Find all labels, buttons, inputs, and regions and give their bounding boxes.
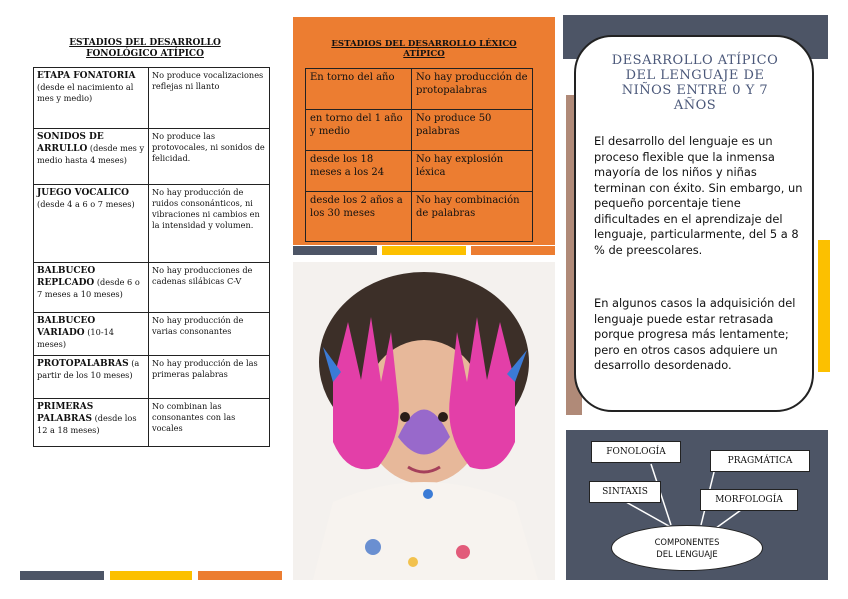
stage-cell [34,129,149,185]
stage-name: BALBUCEO REPLCADO [37,266,96,288]
phonological-row [34,263,270,313]
stage-age: (desde los 12 a 18 meses) [37,413,137,435]
phonological-row [34,68,270,129]
stage-cell [34,399,149,447]
stage-name: PRIMERAS PALABRAS [37,402,94,424]
stage-age: (desde 6 o 7 meses a 10 meses) [37,277,140,299]
card-title: DESARROLLO ATÍPICO DEL LENGUAJE DE NIÑOS ENTRE 0 Y 7 AÑOS [611,53,779,113]
stage-age: (a partir de los 10 meses) [37,358,140,380]
lexical-description: No hay producción de protopalabras [412,69,533,110]
lexical-row [306,151,533,192]
child-painted-hands-photo [293,262,555,580]
phonological-title: ESTADIOS DEL DESARROLLO FONOLÓGICO ATÍPICO [69,38,221,59]
lexical-title: ESTADIOS DEL DESARROLLO LÉXICO ATÍPICO [331,39,517,59]
phonological-table [33,67,270,447]
phonological-row [34,356,270,399]
stage-description: No combinan las consonantes con las vocales [149,399,270,447]
stage-age: (desde el nacimiento al mes y medio) [37,82,134,103]
phonological-row [34,313,270,356]
stage-cell [34,185,149,263]
lexical-description: No produce 50 palabras [412,110,533,151]
bottom-bar-navy [20,571,104,580]
lexical-description: No hay combinación de palabras [412,192,533,242]
stage-description: No hay producción de varias consonantes [149,313,270,356]
card-paragraph-1: El desarrollo del lenguaje es un proceso flexible que la inmensa mayoría de los niños y niñas terminan con éxito. Sin embargo, un pequeño porcentaje tiene dificultades en el aprendizaje del lenguaje, particularmente, del 5 a 8 % de preescolares. [594,134,803,257]
stage-age: (10-14 meses) [37,327,115,349]
stage-description: No hay producción de ruidos consonánticos, ni vibraciones ni cambios en la intensidad y volumen. [149,185,270,263]
node-pragmatica: PRAGMÁTICA [710,450,810,472]
lexical-row [306,192,533,242]
stage-cell [34,263,149,313]
stage-cell [34,313,149,356]
lexical-age: desde los 18 meses a los 24 [306,151,412,192]
card-paragraph-2: En algunos casos la adquisición del lenguaje puede estar retrasada porque progresa más lentamente; pero en otros casos adquiere un desarrollo desordenado. [594,296,796,372]
stage-description: No hay producción de las primeras palabras [149,356,270,399]
node-fonologia: FONOLOGÍA [591,441,681,463]
phonological-row [34,399,270,447]
stage-name: PROTOPALABRAS [37,359,129,369]
center-node-componentes: COMPONENTES DEL LENGUAJE [611,525,763,571]
phonological-row [34,129,270,185]
decor-yellow-block [818,240,830,372]
stage-name: SONIDOS DE ARRULLO [37,132,104,154]
lexical-table [305,68,533,242]
stage-age: (desde 4 a 6 o 7 meses) [37,199,135,209]
stage-name: ETAPA FONATORIA [37,71,136,81]
node-sintaxis: SINTAXIS [589,481,661,503]
lexical-age: En torno del año [306,69,412,110]
node-morfologia: MORFOLOGÍA [700,489,798,511]
mid-bar-orange [471,246,555,255]
stage-description: No produce las protovocales, ni sonidos de felicidad. [149,129,270,185]
bottom-bar-yellow [110,571,192,580]
stage-cell [34,68,149,129]
lexical-row [306,69,533,110]
phonological-row [34,185,270,263]
lexical-row [306,110,533,151]
lexical-description: No hay explosión léxica [412,151,533,192]
stage-description: No produce vocalizaciones reflejas ni llanto [149,68,270,129]
lexical-age: en torno del 1 año y medio [306,110,412,151]
arrow-morfologia [716,510,741,528]
stage-cell [34,356,149,399]
stage-description: No hay producciones de cadenas silábicas C-V [149,263,270,313]
mid-bar-yellow [382,246,466,255]
stage-age: (desde mes y medio hasta 4 meses) [37,143,145,165]
stage-name: JUEGO VOCALICO [37,188,129,198]
mid-bar-navy [293,246,377,255]
bottom-bar-orange [198,571,282,580]
lexical-age: desde los 2 años a los 30 meses [306,192,412,242]
stage-name: BALBUCEO VARIADO [37,316,96,338]
